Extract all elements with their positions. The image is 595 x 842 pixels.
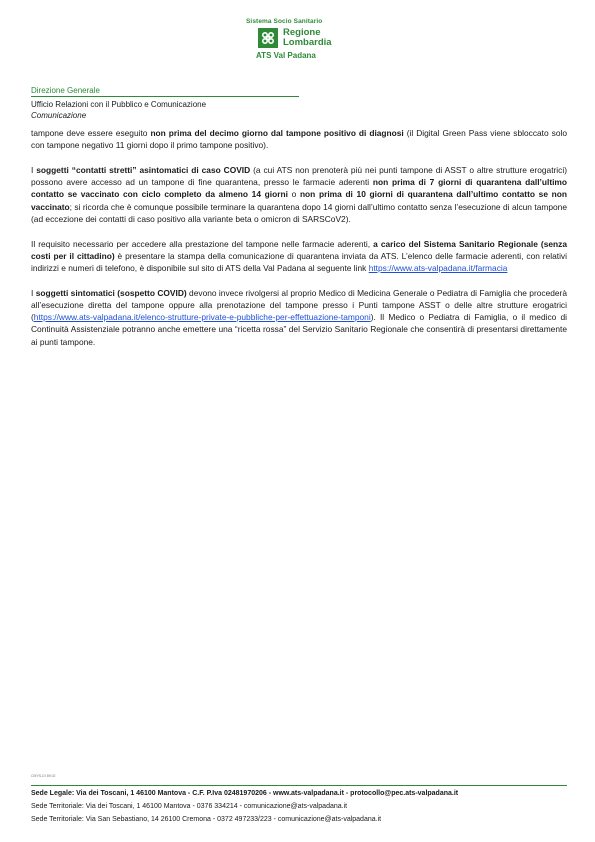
footer-sede-legale: Sede Legale: Via dei Toscani, 1 46100 Mantova - C.F. P.Iva 02481970206 - www.ats-valpadana.it - protocollo@pec.ats-valpadana.it <box>31 790 459 797</box>
ats-logo <box>246 18 356 60</box>
paragraph-contatti-stretti: I soggetti “contatti stretti” asintomatici di caso COVID (a cui ATS non prenoterà più nei punti tampone di ASST o altre strutture erogatrici) possono avere accesso ad un tampone di fine quarantena, presso le farmacie aderenti non prima di 7 giorni di quarantena dall’ultimo contatto se vaccinato con ciclo completo da almeno 14 giorni o non prima di 10 giorni di quarantena dall’ultimo contatto se non vaccinato; si ricorda che è comunque possibile terminare la quarantena dopo 14 giorni dall’ultimo contatto senza l’esecuzione di alcun tampone (ad eccezione dei contatti di caso positivo alla variante beta o omicron di SARSCoV2). <box>31 165 568 224</box>
logo-region-line2: Lombardia <box>283 37 332 48</box>
strutture-link[interactable]: https://www.ats-valpadana.it/elenco-strutture-private-e-pubbliche-per-effettuazione-tamponi <box>33 312 371 323</box>
paragraph-sintomatici: I soggetti sintomatici (sospetto COVID) devono invece rivolgersi al proprio Medico di Medicina Generale o Pediatra di Famiglia che procederà all’esecuzione diretta del tampone oppure alla prenotazione del tampone presso i Punti tampone ASST o delle altre strutture erogatrici (https://www.ats-valpadana.it/elenco-strutture-private-e-pubbliche-per-effettuazione-tamponi). Il Medico o Pediatra di Famiglia, o il medico di Continuità Assistenziale potranno anche emettere una “ricetta rossa” del Servizio Sanitario Regionale che consentirà di presentarsi direttamente ai punti tampone. <box>31 287 567 347</box>
paragraph-tampone-positivo: tampone deve essere eseguito non prima del decimo giorno dal tampone positivo di diagnosi (il Digital Green Pass viene sbloccato solo con tampone negativo 11 giorni dopo il primo tampone positivo). <box>31 128 567 151</box>
office-header <box>31 86 299 120</box>
footer-divider <box>31 785 567 786</box>
footer-sede-mantova: Sede Territoriale: Via dei Toscani, 1 46100 Mantova - 0376 334214 - comunicazione@ats-valpadana.it <box>31 803 348 810</box>
lombardia-rose-icon <box>258 28 278 48</box>
ufficio-label: Ufficio Relazioni con il Pubblico e Comunicazione <box>31 100 207 109</box>
logo-ats-name: ATS Val Padana <box>256 51 316 60</box>
comunicazione-label: Comunicazione <box>31 111 87 120</box>
logo-region-line1: Regione <box>283 27 321 38</box>
footer-sede-cremona: Sede Territoriale: Via San Sebastiano, 14 26100 Cremona - 0372 497233/223 - comunicazione@ats-valpadana.it <box>31 816 382 823</box>
direzione-generale: Direzione Generale <box>31 86 299 97</box>
farmacia-link[interactable]: https://www.ats-valpadana.it/farmacia <box>368 263 508 274</box>
document-body <box>31 127 567 360</box>
logo-top-text: Sistema Socio Sanitario <box>246 18 323 25</box>
paragraph-requisito: Il requisito necessario per accedere alla prestazione del tampone nelle farmacie aderenti, a carico del Sistema Sanitario Regionale (senza costi per il cittadino) è presentare la stampa della comunicazione di quarantena inviata da ATS. L’elenco delle farmacie aderenti, con relativi indirizzi e numeri di telefono, è disponibile sul sito di ATS della Val Padana al seguente link https://www.ats-valpadana.it/farmacia <box>31 238 567 274</box>
document-code: CMYS-DI 89.02 <box>31 774 56 778</box>
